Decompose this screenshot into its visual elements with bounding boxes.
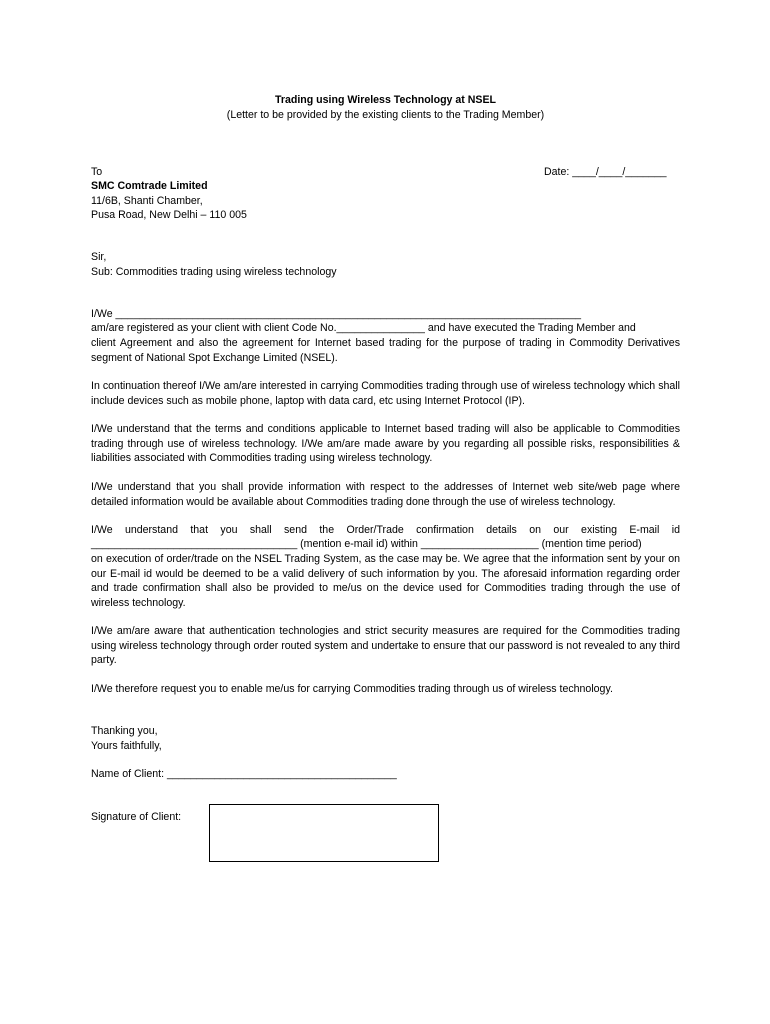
paragraph-terms: I/We understand that the terms and conditions applicable to Internet based trading will also be applicable to Commodities trading through use of wireless technology. I/We am/are made aware by you regarding all possible risks, responsibilities & liabilities associated with Commodities trading using wireless technology. — [91, 423, 680, 464]
closing-faithfully: Yours faithfully, — [91, 740, 162, 752]
document-title: Trading using Wireless Technology at NSEL — [274, 94, 497, 106]
signature-box[interactable] — [209, 804, 439, 862]
paragraph-agreement: client Agreement and also the agreement for Internet based trading for the purpose of trading in Commodity Derivatives segment of National Spot Exchange Limited (NSEL). — [91, 337, 680, 364]
paragraph-continuation: In continuation thereof I/We am/are interested in carrying Commodities trading through use of wireless technology which shall include devices such as mobile phone, laptop with data card, etc using Internet Protocol (IP). — [91, 380, 680, 407]
client-code-line: am/are registered as your client with client Code No._______________ and have executed the Trading Member and — [91, 322, 636, 334]
paragraph-information: I/We understand that you shall provide information with respect to the addresses of Internet web site/web page where detailed information would be available about Commodities trading done through the use of wireless technology. — [91, 481, 680, 508]
document-subtitle: (Letter to be provided by the existing clients to the Trading Member) — [226, 109, 545, 121]
subject-line: Sub: Commodities trading using wireless technology — [91, 266, 337, 278]
email-time-blank-line: ___________________________________ (mention e-mail id) within ____________________ (mention time period) — [91, 538, 642, 550]
paragraph-request: I/We therefore request you to enable me/us for carrying Commodities trading through us of wireless technology. — [91, 683, 613, 695]
address-line-2: Pusa Road, New Delhi – 110 005 — [91, 209, 247, 221]
address-line-1: 11/6B, Shanti Chamber, — [91, 195, 203, 207]
client-name-blank-line: I/We _______________________________________________________________________________ — [91, 308, 581, 320]
recipient-company: SMC Comtrade Limited — [91, 180, 208, 192]
address-to: To — [91, 166, 103, 178]
salutation: Sir, — [91, 251, 107, 263]
date-line: Date: ____/____/_______ — [544, 166, 667, 178]
paragraph-confirmation: on execution of order/trade on the NSEL Trading System, as the case may be. We agree that the information sent by your on our E-mail id would be deemed to be a valid delivery of such information by you. The aforesaid information regarding order and trade confirmation shall also be provided to me/us on the device used for Commodities trading through the use of wireless technology. — [91, 553, 680, 609]
client-name-field: Name of Client: _______________________________________ — [91, 768, 397, 780]
paragraph-confirmation-line-1: I/We understand that you shall send the Order/Trade confirmation details on our existing E-mail id — [91, 524, 680, 536]
signature-label: Signature of Client: — [91, 811, 182, 823]
paragraph-security: I/We am/are aware that authentication technologies and strict security measures are required for the Commodities trading using wireless technology through order routed system and undertake to ensure that our password is not revealed to any third party. — [91, 625, 680, 666]
closing-thanks: Thanking you, — [91, 725, 158, 737]
